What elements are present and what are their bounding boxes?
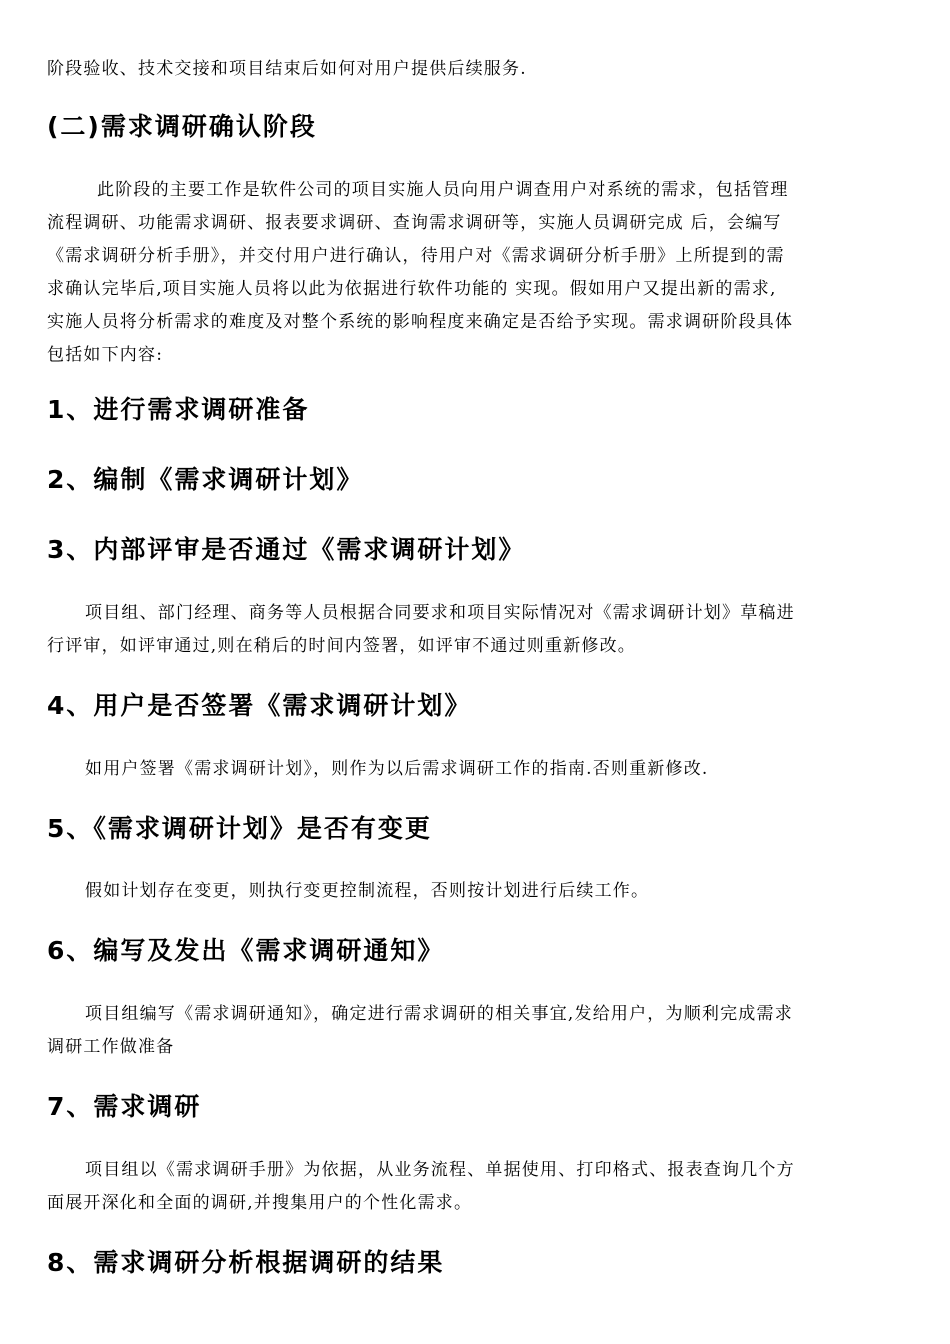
step-2-heading: 2、编制《需求调研计划》	[47, 465, 364, 494]
paragraph-line: 此阶段的主要工作是软件公司的项目实施人员向用户调查用户对系统的需求，包括管理	[97, 180, 789, 200]
description-line: 面展开深化和全面的调研,并搜集用户的个性化需求。	[47, 1193, 473, 1213]
step-5-description	[47, 875, 903, 908]
step-7-heading: 7、需求调研	[47, 1092, 202, 1121]
step-3-heading: 3、内部评审是否通过《需求调研计划》	[47, 535, 526, 564]
paragraph-line: 流程调研、功能需求调研、报表要求调研、查询需求调研等，实施人员调研完成 后，会编写	[47, 213, 782, 233]
step-8-heading: 8、需求调研分析根据调研的结果	[47, 1248, 445, 1277]
step-4-heading: 4、用户是否签署《需求调研计划》	[47, 691, 472, 720]
description-line: 如用户签署《需求调研计划》，则作为以后需求调研工作的指南.否则重新修改.	[85, 759, 709, 779]
description-line: 假如计划存在变更，则执行变更控制流程，否则按计划进行后续工作。	[85, 881, 650, 901]
step-5-heading: 5、《需求调研计划》是否有变更	[47, 814, 432, 843]
description-line: 项目组编写《需求调研通知》，确定进行需求调研的相关事宜,发给用户，为顺利完成需求	[85, 1004, 793, 1024]
paragraph-line: 求确认完毕后,项目实施人员将以此为依据进行软件功能的 实现。假如用户又提出新的需求,	[47, 279, 777, 299]
paragraph-line: 实施人员将分析需求的难度及对整个系统的影响程度来确定是否给予实现。需求调研阶段具体	[47, 312, 794, 332]
paragraph-line: 《需求调研分析手册》，并交付用户进行确认，待用户对《需求调研分析手册》上所提到的需	[47, 246, 785, 266]
step-6-description	[47, 998, 903, 1064]
step-1-heading: 1、进行需求调研准备	[47, 395, 310, 424]
section-title: (二)需求调研确认阶段	[47, 112, 317, 141]
step-7-description	[47, 1154, 903, 1220]
description-line: 项目组以《需求调研手册》为依据，从业务流程、单据使用、打印格式、报表查询几个方	[85, 1160, 795, 1180]
step-4-description	[47, 753, 903, 786]
paragraph-line: 包括如下内容:	[47, 345, 164, 365]
step-3-description	[47, 597, 903, 663]
description-line: 项目组、部门经理、商务等人员根据合同要求和项目实际情况对《需求调研计划》草稿进	[85, 603, 795, 623]
description-line: 调研工作做准备	[47, 1037, 175, 1057]
description-line: 行评审，如评审通过,则在稍后的时间内签署，如评审不通过则重新修改。	[47, 636, 637, 656]
section-paragraph	[47, 174, 903, 372]
intro-tail-text: 阶段验收、技术交接和项目结束后如何对用户提供后续服务.	[47, 59, 527, 79]
step-6-heading: 6、编写及发出《需求调研通知》	[47, 936, 445, 965]
